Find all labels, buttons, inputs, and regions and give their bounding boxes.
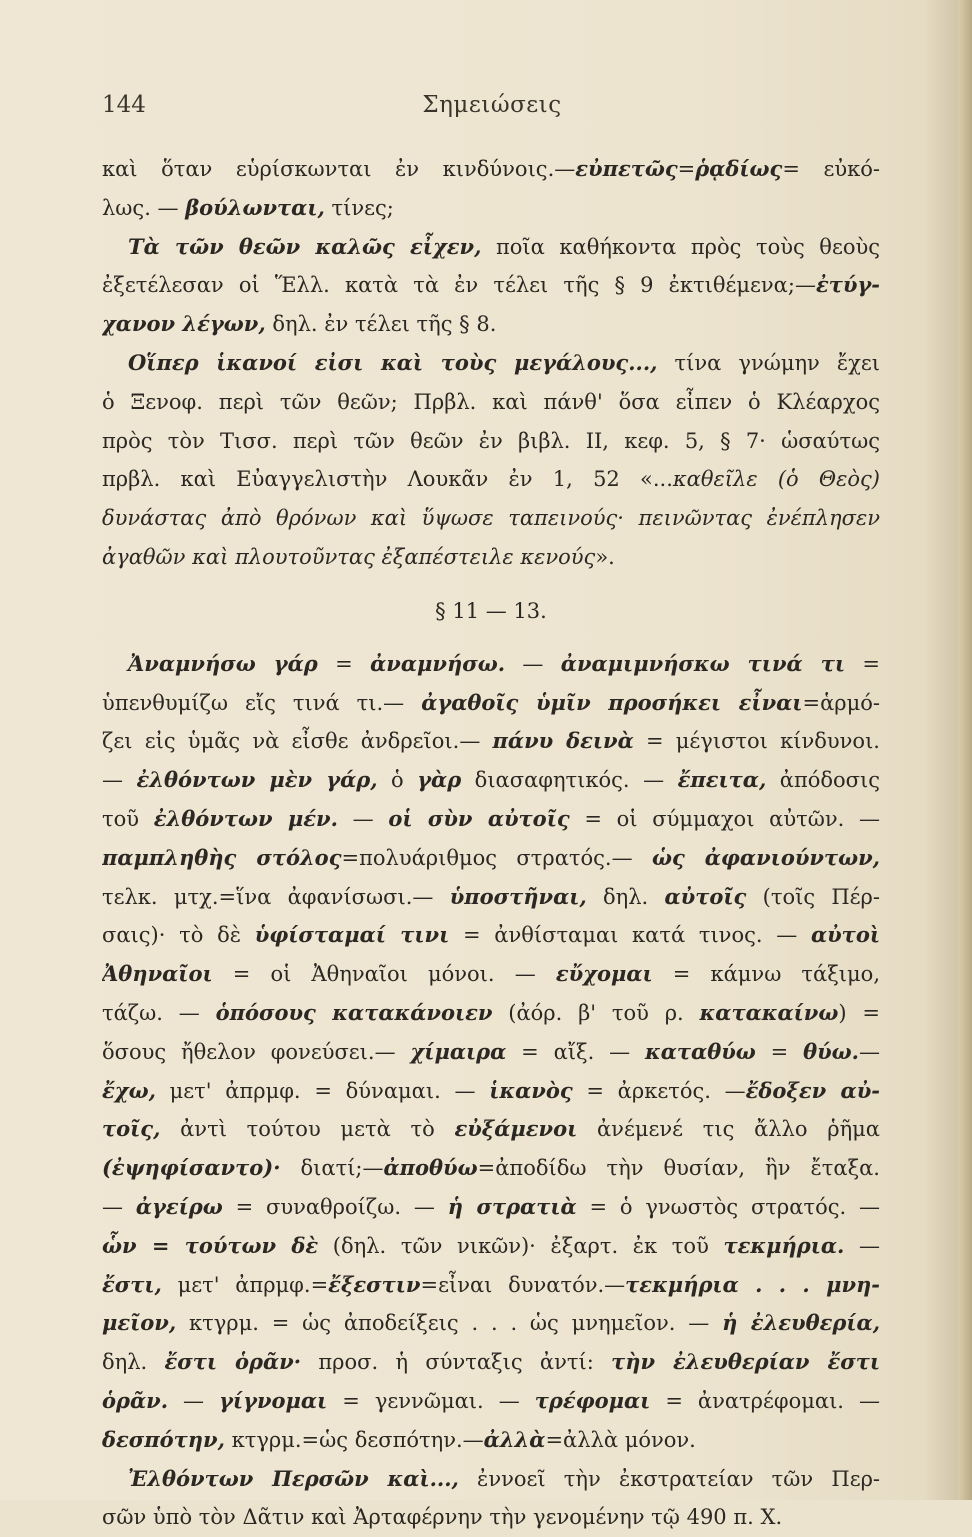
text-line [102,1304,880,1343]
text-run: =ἀλλὰ μόνον. [545,1428,695,1452]
text-run: τοῦ [102,807,154,831]
text-line [102,422,880,461]
text-run: = [845,652,880,676]
emphasized-term: τεκμήρια . . . μνη- [625,1272,880,1297]
text-run: (τοῖς Πέρ- [746,885,880,909]
text-run: = ἀνθίσταμαι κατά τινος. — [449,923,811,947]
text-line [102,228,880,267]
paragraph-5 [102,1460,880,1537]
emphasized-term: ἡ στρατιὰ [448,1194,577,1219]
emphasized-term: γίγνομαι [219,1388,327,1413]
running-title: Σημειώσεις [102,92,882,118]
emphasized-term: (ἐψηφίσαντο)· [102,1155,281,1180]
emphasized-term: Τὰ τῶν θεῶν καλῶς εἶχεν, [128,234,481,259]
emphasized-term: ἡ ἐλευθερία, [722,1310,880,1335]
text-line [102,1382,880,1421]
text-run: — [168,1389,219,1413]
emphasized-term: ἐλθόντων μὲν γάρ, [137,767,378,792]
text-run: ζει εἰς ὑμᾶς νὰ εἶσθε ἀνδρεῖοι.— [102,729,493,753]
text-line [102,1149,880,1188]
paragraph-2 [102,228,880,344]
paragraph-3 [102,344,880,577]
text-line [102,383,880,422]
emphasized-term: ὑφίσταμαί τινι [255,922,450,947]
text-run: δηλ. ἐν τέλει τῆς § 8. [266,312,497,336]
text-run: =ἁρμό- [802,691,880,715]
text-line [102,1227,880,1266]
text-run: ὑπενθυμίζω εἴς τινά τι.— [102,691,421,715]
text-line [102,839,880,878]
text-run: δηλ. [587,885,665,909]
emphasized-term: καθεῖλε (ὁ Θεὸς) [673,467,880,491]
text-run: — [338,807,388,831]
emphasized-term: ὁρᾶν. [102,1388,168,1413]
text-line [102,994,880,1033]
text-run: καὶ ὅταν εὑρίσκωνται ἐν κινδύνοις.— [102,157,575,181]
paragraph-1 [102,150,880,228]
text-run: — [505,652,561,676]
emphasized-term: τεκμήρια. [723,1233,844,1258]
text-run: = οἱ σύμμαχοι αὐτῶν. — [570,807,880,831]
emphasized-term: αὐτοῖς [665,884,747,909]
text-run: κτγρμ.=ὡς δεσπότην.— [225,1428,484,1452]
text-run: τίνες; [325,196,394,220]
emphasized-term: δεσπότην, [102,1427,225,1452]
emphasized-term: ἀναμνήσω. [370,651,505,676]
text-run: = ἀνατρέφομαι. — [650,1389,880,1413]
emphasized-term: ἔστι, [102,1272,162,1297]
emphasized-term: ὧν = τούτων δὲ [102,1233,318,1258]
emphasized-term: εὐξάμενοι [454,1116,577,1141]
text-line [102,499,880,538]
emphasized-term: ἀγαθοῖς ὑμῖν προσήκει εἶναι [421,690,802,715]
text-run: σαις)· τὸ δὲ [102,923,255,947]
text-line [102,305,880,344]
emphasized-term: εὔχομαι [556,961,653,986]
text-run: ἐννοεῖ τὴν ἐκστρατείαν τῶν Περ- [459,1467,880,1491]
text-line [102,1421,880,1460]
emphasized-term: χίμαιρα [410,1039,506,1064]
text-run: = εὐκό- [782,157,880,181]
text-run: ἀνέμενέ τις ἄλλο ῥῆμα [577,1117,880,1141]
text-line [102,344,880,383]
text-run: τελκ. μτχ.=ἵνα ἀφανίσωσι.— [102,885,450,909]
text-run: διατί;— [281,1156,384,1180]
text-run: ὁ [378,768,418,792]
emphasized-term: εὐπετῶς [575,156,677,181]
emphasized-term: καταθύω [645,1039,756,1064]
page-header [102,92,882,124]
text-run: ὅσους ἤθελον φονεύσει.— [102,1040,410,1064]
emphasized-term: γὰρ [417,767,461,792]
text-run: μετ' ἀπρμφ. = δύναμαι. — [156,1079,489,1103]
section-heading: § 11 — 13. [102,577,880,645]
emphasized-term: θύω. [803,1039,859,1064]
text-run: προσ. ἡ σύνταξις ἀντί: [301,1350,611,1374]
emphasized-term: ἐτύγ- [816,272,880,297]
emphasized-term: ἀναμιμνήσκω τινά τι [561,651,845,676]
text-line [102,266,880,305]
emphasized-term: τρέφομαι [535,1388,651,1413]
text-run: =ἀποδίδω τὴν θυσίαν, ἣν ἔταξα. [478,1156,880,1180]
text-line [102,1188,880,1227]
text-line [102,916,880,955]
text-run: ) = [838,1001,880,1025]
emphasized-term: ἔξεστιν [328,1272,420,1297]
emphasized-term: ἀγείρω [136,1194,223,1219]
emphasized-term: αὐτοὶ [811,922,880,947]
text-line [102,150,880,189]
emphasized-term: ἀγαθῶν καὶ πλουτοῦντας ἐξαπέστειλε κενούς [102,545,595,569]
text-run: ἐξετέλεσαν οἱ Ἕλλ. κατὰ τὰ ἐν τέλει τῆς § 9 ἐκτιθέμενα;— [102,273,816,297]
emphasized-term: βούλωνται, [185,195,325,220]
emphasized-term: ὑποστῆναι, [450,884,587,909]
emphasized-term: Οἵπερ ἱκανοί εἰσι καὶ τοὺς μεγάλους..., [128,350,657,375]
emphasized-term: ἔστι ὁρᾶν· [165,1349,302,1374]
text-run: κτγρμ. = ὡς ἀποδείξεις . . . ὡς μνημεῖον. — [176,1311,722,1335]
emphasized-term: ἔδοξεν αὐ- [746,1078,880,1103]
emphasized-term: οἱ σὺν αὐτοῖς [388,806,569,831]
text-run: ἀπόδοσις [766,768,880,792]
text-run: διασαφητικός. — [461,768,677,792]
emphasized-term: ἱκανὸς [489,1078,572,1103]
emphasized-term: τὴν ἐλευθερίαν ἔστι [611,1349,880,1374]
text-line [102,1343,880,1382]
text-run: =πολυάριθμος στρατός.— [341,846,652,870]
text-run: = ὁ γνωστὸς στρατός. — [577,1195,880,1219]
emphasized-term: τοῖς, [102,1116,160,1141]
text-line [102,1033,880,1072]
text-run: τίνα γνώμην ἔχει [657,351,880,375]
text-run: σῶν ὑπὸ τὸν Δᾶτιν καὶ Ἀρταφέρνην τὴν γενομένην τῷ 490 π. Χ. [102,1505,782,1529]
text-run: (δηλ. τῶν νικῶν)· ἐξαρτ. ἐκ τοῦ [318,1234,723,1258]
text-line [102,878,880,917]
emphasized-term: ῥᾳδίως [695,156,782,181]
text-run: — [844,1234,880,1258]
emphasized-term: Ἀναμνήσω γάρ [128,651,318,676]
text-run: = συναθροίζω. — [223,1195,448,1219]
text-run: = ἀρκετός. — [573,1079,746,1103]
emphasized-term: ἀλλὰ [484,1427,546,1452]
emphasized-term: ἐλθόντων μέν. [154,806,338,831]
emphasized-term: ἔπειτα, [678,767,767,792]
text-run: =εἶναι δυνατόν.— [421,1273,626,1297]
text-line [102,1072,880,1111]
page-number: 144 [102,92,146,118]
text-line [102,645,880,684]
emphasized-term: ὡς ἀφανιούντων, [652,845,880,870]
text-run: ὁ Ξενοφ. περὶ τῶν θεῶν; Πρβλ. καὶ πάνθ' ὅσα εἶπεν ὁ Κλέαρχος [102,390,880,414]
text-line [102,1498,880,1537]
text-run: = αἴξ. — [506,1040,645,1064]
page-body [102,150,880,1537]
text-run: ». [595,545,615,569]
text-line [102,189,880,228]
emphasized-term: ὁπόσους κατακάνοιεν [216,1000,493,1025]
emphasized-term: χανον λέγων, [102,311,266,336]
text-run: — [859,1040,880,1064]
emphasized-term: Ἐλθόντων Περσῶν καὶ..., [128,1466,459,1491]
text-run: πρὸς τὸν Τισσ. περὶ τῶν θεῶν ἐν βιβλ. II, κεφ. 5, § 7· ὡσαύτως [102,429,880,453]
emphasized-term: κατακαίνω [700,1000,839,1025]
text-run: δηλ. [102,1350,165,1374]
text-run: = κάμνω τάξιμο, [653,962,880,986]
emphasized-term: ἀποθύω [384,1155,478,1180]
emphasized-term: πάνυ δεινὰ [493,728,634,753]
emphasized-term: παμπληθὴς στόλος [102,845,341,870]
text-line [102,1266,880,1305]
text-line [102,955,880,994]
emphasized-term: δυνάστας ἀπὸ θρόνων καὶ ὕψωσε ταπεινούς· πεινῶντας ἐνέπλησεν [102,506,880,530]
text-line [102,722,880,761]
text-line [102,684,880,723]
text-line [102,1110,880,1149]
text-run: = μέγιστοι κίνδυνοι. [634,729,880,753]
text-line [102,1460,880,1499]
text-run: = [756,1040,803,1064]
text-line [102,460,880,499]
emphasized-term: μεῖον, [102,1310,176,1335]
text-run: ἀντὶ τούτου μετὰ τὸ [160,1117,454,1141]
paragraph-4 [102,645,880,1460]
text-run: πρβλ. καὶ Εὐαγγελιστὴν Λουκᾶν ἐν 1, 52 «... [102,467,673,491]
text-run: = οἱ Ἀθηναῖοι μόνοι. — [213,962,556,986]
text-run: = [678,157,696,181]
text-run: = [318,652,370,676]
text-line [102,761,880,800]
text-run: λως. — [102,196,185,220]
text-line [102,538,880,577]
text-run: = γεννῶμαι. — [327,1389,535,1413]
text-run: — [102,768,137,792]
text-run: ποῖα καθήκοντα πρὸς τοὺς θεοὺς [481,235,880,259]
text-run: — [102,1195,136,1219]
emphasized-term: Ἀθηναῖοι [102,961,213,986]
text-run: (ἀόρ. β' τοῦ ρ. [492,1001,699,1025]
text-run: τάζω. — [102,1001,216,1025]
text-run: μετ' ἀπρμφ.= [162,1273,328,1297]
emphasized-term: ἔχω, [102,1078,156,1103]
text-line [102,800,880,839]
page-edge [958,0,972,1500]
